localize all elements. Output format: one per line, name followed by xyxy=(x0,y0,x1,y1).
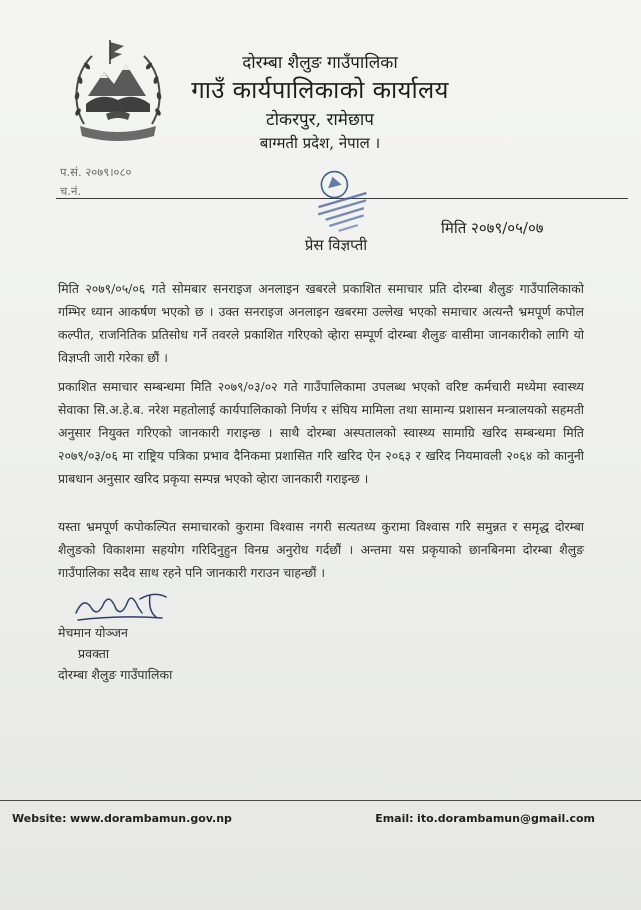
office-address: टोकरपुर, रामेछाप xyxy=(266,110,374,130)
signatory-role: प्रवक्ता xyxy=(78,646,110,661)
municipality-name: दोरम्बा शैलुङ गाउँपालिका xyxy=(242,53,398,73)
office-header xyxy=(150,52,490,154)
document-title: प्रेस विज्ञप्ती xyxy=(304,236,368,254)
signatory-name: मेचमान योञ्जन xyxy=(58,625,128,640)
footer-website xyxy=(12,812,232,825)
dispatch-number: च.नं. xyxy=(60,184,81,198)
issue-date: मिति २०७९/०५/०७ xyxy=(441,219,544,237)
reference-number: प.सं. २०७९।०८० xyxy=(60,165,132,179)
website-label: Website: xyxy=(12,812,67,825)
footer-divider xyxy=(0,800,641,801)
signatory-organization: दोरम्बा शैलुङ गाउँपालिका xyxy=(58,667,173,682)
office-stamp-icon xyxy=(296,160,382,246)
footer-email xyxy=(375,812,595,825)
paragraph-3: यस्ता भ्रमपूर्ण कपोकल्पित समाचारको कुरामा विश्वास नगरी सत्यतथ्य कुरामा विश्वास गरि समुन्नत र समृद्ध दोरम्बा शैलुङको विकाशमा सहयोग गरिदिनुहुन विनम्र अनुरोध गर्दछौं । अन्तमा यस प्रकृयाको छानबिनमा दोरम्बा शैलुङ गाउँपालिका सदैव साथ रहने पनि जानकारी गराउन चाहन्छौं । xyxy=(58,519,584,580)
paragraph-2: प्रकाशित समाचार सम्बन्धमा मिति २०७९/०३/०२ गते गाउँपालिकामा उपलब्ध भएको वरिष्ट कर्मचारी मध्येमा स्वास्थ्य सेवाका सि.अ.हे.ब. नरेश महतोलाई कार्यपालिकाको निर्णय र संघिय मामिला तथा सामान्य प्रशासन मन्त्रालयको सहमती अनुसार नियुक्त गरिएको जानकारी गराइन्छ । साथै दोरम्बा अस्पतालको स्वास्थ्य सामाग्रि खरिद सम्बन्धमा मिति २०७९/०३/०६ मा राष्ट्रिय पत्रिका प्रभाव दैनिकमा प्रशासित गरि खरिद ऐन २०६३ र खरिद नियमावली २०६४ को कानुनी प्राबधान अनुसार खरिद प्रकृया सम्पन्न भएको व्हेारा जानकारी गराइन्छ । xyxy=(58,379,584,486)
email-link[interactable]: ito.dorambamun@gmail.com xyxy=(417,812,595,825)
office-name: गाउँ कार्यपालिकाको कार्यालय xyxy=(191,76,449,104)
website-link[interactable]: www.dorambamun.gov.np xyxy=(70,812,232,825)
office-province: बाग्मती प्रदेश, नेपाल । xyxy=(259,134,381,152)
paragraph-1: मिति २०७९/०५/०६ गते सोमबार सनराइज अनलाइन खबरले प्रकाशित समाचार प्रति दोरम्बा शैलुङ गाउँपालिकाको गम्भिर ध्यान आकर्षण भएको छ । उक्त सनराइज अनलाइन खबरमा उल्लेख भएको समाचार अत्यन्तै भ्रमपूर्ण कपोल कल्पीत, राजनितिक प्रतिसोध गर्ने तवरले प्रकाशित गरिएको व्हेारा सम्पूर्ण दोरम्बा शैलुङ वासीमा जानकारीको लागि यो विज्ञप्ती जारी गरेका छौं । xyxy=(58,281,584,365)
handwritten-signature xyxy=(70,587,180,625)
email-label: Email: xyxy=(375,812,414,825)
